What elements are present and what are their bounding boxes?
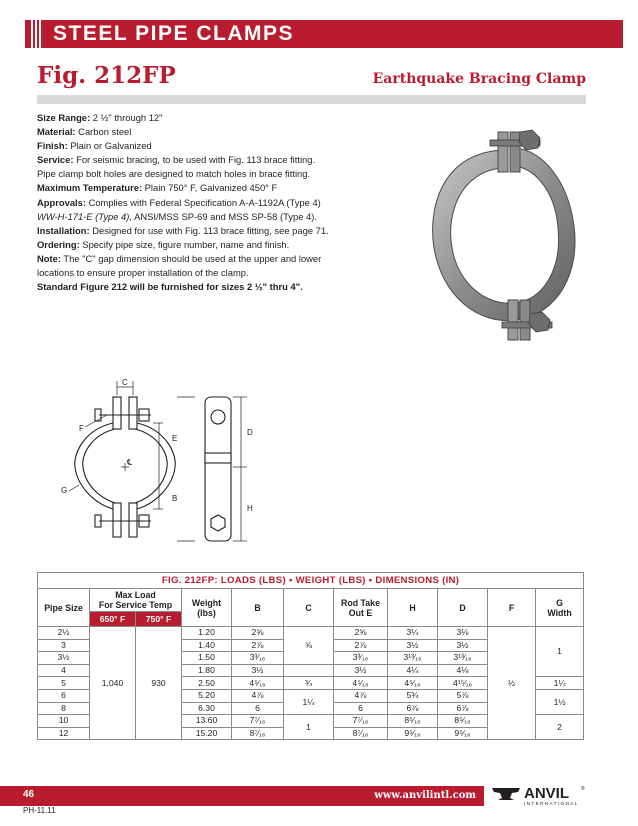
header-c: C	[284, 589, 334, 627]
cell-weight: 15.20	[182, 727, 232, 740]
section-title: STEEL PIPE CLAMPS	[53, 22, 294, 45]
label-f: F	[79, 424, 84, 433]
spec-value: 2 ½" through 12"	[92, 112, 163, 123]
spec-note	[37, 252, 367, 266]
cell-pipe-size: 3½	[38, 652, 90, 665]
label-e: E	[172, 434, 178, 443]
cell-h: 3¼	[388, 627, 438, 640]
cell-d: 4¹⁵⁄₁₆	[438, 677, 488, 690]
header-rod-line2: Out E	[348, 607, 373, 618]
top-ear-right	[510, 132, 520, 172]
cell-d: 3⅛	[438, 627, 488, 640]
cell-b: 4⅞	[232, 689, 284, 702]
cell-b: 2⅝	[232, 627, 284, 640]
cell-b: 3½	[232, 664, 284, 677]
cell-b: 2⅞	[232, 639, 284, 652]
top-ear-left	[498, 132, 508, 172]
header-b: B	[232, 589, 284, 627]
cell-pipe-size: 10	[38, 715, 90, 728]
cell-b: 3³⁄₁₆	[232, 652, 284, 665]
cell-e: 8⁷⁄₁₆	[334, 727, 388, 740]
header-rod-take-out	[334, 589, 388, 627]
cell-d: 3½	[438, 639, 488, 652]
spec-list	[37, 111, 367, 294]
cell-h: 8⁵⁄₁₆	[388, 715, 438, 728]
website-link[interactable]: www.anvilintl.com	[374, 790, 476, 801]
cell-b: 7⁷⁄₁₆	[232, 715, 284, 728]
cell-d: 4⅛	[438, 664, 488, 677]
spec-label: Material:	[37, 126, 76, 138]
header-g	[536, 589, 584, 627]
spec-installation	[37, 224, 367, 238]
header-max-load-line1: Max Load	[115, 590, 156, 600]
cell-load-750: 930	[136, 627, 182, 740]
cell-e: 2⅝	[334, 627, 388, 640]
spec-label: Service:	[37, 154, 74, 166]
spec-value: Plain or Galvanized	[70, 140, 152, 152]
cell-c-empty	[284, 664, 334, 677]
spec-value: Specify pipe size, figure number, name and finish.	[82, 238, 290, 250]
cell-d: 6⅞	[438, 702, 488, 715]
clamp-outline-inner	[83, 429, 115, 503]
cell-g: 2	[536, 715, 584, 740]
cell-c: 1	[284, 715, 334, 740]
spec-standard-note	[37, 280, 367, 294]
cell-weight: 2.50	[182, 677, 232, 690]
dimensions-table	[37, 572, 584, 740]
header-max-load-line2: For Service Temp	[98, 600, 173, 610]
bottom-ear-right	[129, 503, 137, 537]
spec-value: Carbon steel	[78, 126, 132, 138]
divider-bar	[37, 95, 586, 104]
spec-approvals	[37, 196, 367, 210]
cell-e: 4⁵⁄₁₆	[334, 677, 388, 690]
logo-subtitle: INTERNATIONAL	[524, 801, 579, 806]
cell-d: 9⁵⁄₁₆	[438, 727, 488, 740]
header-temp-650: 650° F	[90, 612, 136, 627]
header-weight-line2: (lbs)	[197, 607, 216, 618]
label-centerline: ℄	[127, 458, 133, 467]
spec-finish	[37, 139, 367, 153]
section-banner	[25, 20, 623, 48]
cell-e: 3½	[334, 664, 388, 677]
spec-value: For seismic bracing, to be used with Fig. 113 brace fitting.	[76, 154, 316, 166]
spec-value: Designed for use with Fig. 113 brace fitting, see page 71.	[92, 224, 329, 236]
anvil-icon	[492, 788, 520, 800]
cell-e: 6	[334, 702, 388, 715]
cell-pipe-size: 4	[38, 664, 90, 677]
spec-label: Size Range:	[37, 112, 91, 123]
top-ear-right	[129, 397, 137, 429]
header-weight-line1: Weight	[191, 597, 222, 608]
spec-ordering	[37, 238, 367, 252]
clamp-photo	[420, 110, 585, 350]
table-caption: FIG. 212FP: LOADS (LBS) • WEIGHT (LBS) • DIMENSIONS (IN)	[38, 573, 584, 589]
cell-weight: 13.60	[182, 715, 232, 728]
cell-h: 4⁵⁄₁₆	[388, 677, 438, 690]
cell-d: 5⅞	[438, 689, 488, 702]
header-f: F	[488, 589, 536, 627]
cell-b: 4⁵⁄₁₆	[232, 677, 284, 690]
cell-pipe-size: 5	[38, 677, 90, 690]
cell-h: 5¾	[388, 689, 438, 702]
spec-service	[37, 153, 367, 167]
label-g: G	[61, 486, 68, 495]
cell-e: 3³⁄₁₆	[334, 652, 388, 665]
clamp-outline-outer	[75, 423, 113, 509]
logo-registered: ®	[581, 786, 585, 792]
side-view-nut-bottom	[211, 515, 225, 531]
header-d: D	[438, 589, 488, 627]
cell-weight: 1.50	[182, 652, 232, 665]
clamp-outline-inner-right	[135, 429, 167, 503]
cell-h: 3½	[388, 639, 438, 652]
dimension-drawing	[55, 375, 275, 550]
cell-e: 4⅞	[334, 689, 388, 702]
cell-h: 3¹³⁄₁₆	[388, 652, 438, 665]
cell-g: 1¼	[536, 677, 584, 690]
bottom-ear-left	[113, 503, 121, 537]
cell-pipe-size: 12	[38, 727, 90, 740]
anvil-logo	[490, 779, 616, 809]
label-h: H	[247, 504, 253, 513]
spec-standard-text: Standard Figure 212 will be furnished for sizes 2 ½" thru 4".	[37, 281, 303, 293]
cell-g: 1½	[536, 689, 584, 714]
spec-label: Installation:	[37, 224, 90, 236]
cell-g: 1	[536, 627, 584, 677]
cell-weight: 5.20	[182, 689, 232, 702]
cell-pipe-size: 6	[38, 689, 90, 702]
bottom-nut	[529, 312, 550, 332]
cell-e: 2⅞	[334, 639, 388, 652]
spec-material	[37, 125, 367, 139]
spec-label: Maximum Temperature:	[37, 182, 143, 194]
spec-note-cont: locations to ensure proper installation of the clamp.	[37, 267, 249, 279]
spec-service-cont: Pipe clamp bolt holes are designed to match holes in brace fitting.	[37, 168, 311, 180]
clamp-outline-outer-right	[137, 423, 178, 509]
page-number: 46	[23, 789, 35, 800]
document-code: PH-11.11	[23, 806, 56, 815]
cell-load-650: 1,040	[90, 627, 136, 740]
top-ear-left	[113, 397, 121, 429]
spec-maxtemp	[37, 181, 367, 195]
table-row	[38, 627, 584, 640]
cell-weight: 1.40	[182, 639, 232, 652]
header-rod-line1: Rod Take	[341, 597, 380, 608]
header-g-line2: Width	[547, 607, 572, 618]
bottom-ear-left	[508, 300, 518, 340]
cell-c: 1¼	[284, 689, 334, 714]
cell-h: 4¼	[388, 664, 438, 677]
bottom-ear-right	[520, 300, 530, 340]
cell-h: 9⁵⁄₁₆	[388, 727, 438, 740]
label-b: B	[172, 494, 178, 503]
spec-label: Approvals:	[37, 196, 86, 208]
header-max-load	[90, 589, 182, 612]
spec-approvals-cont	[37, 210, 367, 224]
spec-value: Complies with Federal Specification A-A-1192A (Type 4)	[88, 196, 321, 208]
cell-b: 6	[232, 702, 284, 715]
cell-b: 8⁷⁄₁₆	[232, 727, 284, 740]
cell-d: 3¹³⁄₁₆	[438, 652, 488, 665]
header-pipe-size: Pipe Size	[38, 589, 90, 627]
header-temp-750: 750° F	[136, 612, 182, 627]
cell-weight: 6.30	[182, 702, 232, 715]
clamp-ring	[433, 148, 575, 321]
cell-pipe-size: 3	[38, 639, 90, 652]
banner-stripes	[31, 20, 43, 48]
label-d: D	[247, 428, 253, 437]
cell-weight: 1.80	[182, 664, 232, 677]
cell-pipe-size: 2½	[38, 627, 90, 640]
spec-label: Note:	[37, 252, 61, 264]
spec-size	[37, 111, 367, 125]
header-g-line1: G	[556, 597, 563, 608]
figure-number: Fig. 212FP	[37, 62, 176, 89]
cell-c: ⅝	[284, 627, 334, 665]
cell-pipe-size: 8	[38, 702, 90, 715]
cell-e: 7⁷⁄₁₆	[334, 715, 388, 728]
spec-label: Finish:	[37, 140, 68, 152]
spec-label: Ordering:	[37, 238, 80, 250]
logo-wordmark: ANVIL	[524, 785, 569, 802]
cell-h: 6⅞	[388, 702, 438, 715]
spec-value: Plain 750° F, Galvanized 450° F	[144, 182, 278, 194]
label-c: C	[122, 378, 128, 387]
spec-value: The "C" gap dimension should be used at the upper and lower	[63, 252, 322, 264]
spec-italic: WW-H-171-E (Type 4),	[37, 210, 132, 222]
header-weight	[182, 589, 232, 627]
side-view-strap	[205, 397, 231, 541]
side-view-gap	[205, 453, 231, 463]
side-view-hole-top	[211, 410, 225, 424]
cell-f: ½	[488, 627, 536, 740]
top-nut	[519, 130, 540, 150]
figure-name: Earthquake Bracing Clamp	[372, 71, 586, 87]
cell-weight: 1.20	[182, 627, 232, 640]
cell-d: 8⁵⁄₁₆	[438, 715, 488, 728]
header-h: H	[388, 589, 438, 627]
spec-value: ANSI/MSS SP-69 and MSS SP-58 (Type 4).	[131, 210, 317, 222]
cell-c: ¾	[284, 677, 334, 690]
